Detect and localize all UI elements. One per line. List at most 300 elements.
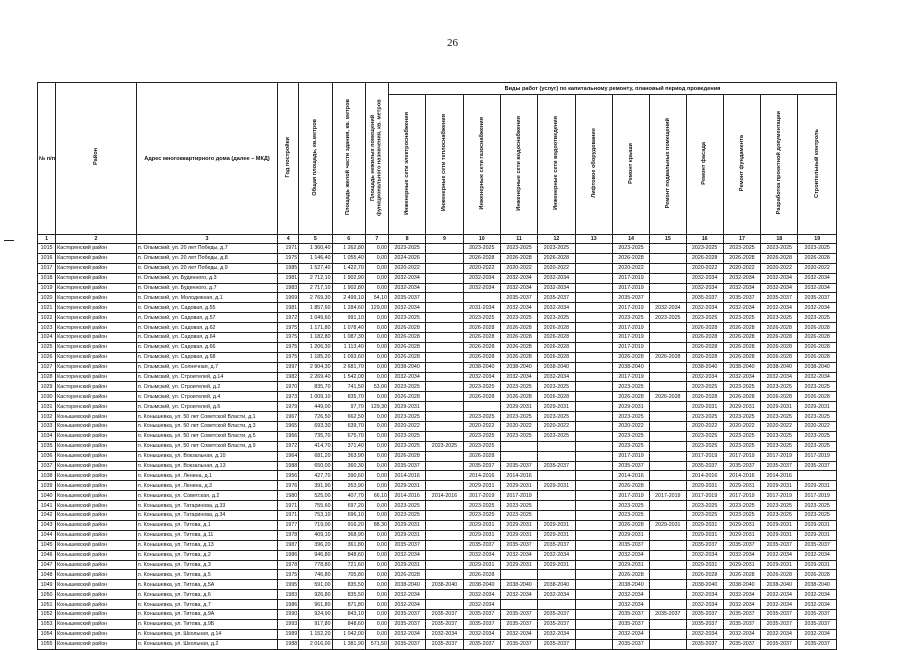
table-cell: п. Олымский, ул. Молодежная, д.1 [136,293,277,303]
table-cell: 2023-2025 [389,501,426,511]
table-cell: 0,00 [365,619,388,629]
table-cell: 0,00 [365,283,388,293]
table-cell [650,382,686,392]
table-cell: 2023-2025 [389,431,426,441]
table-cell: 2032-2034 [463,550,500,560]
table-cell: 2029-2031 [538,560,575,570]
table-cell: 2026-2028 [798,333,837,343]
table-cell: 1978 [278,530,299,540]
table-cell: Конышевский район [56,540,137,550]
table-cell [650,550,686,560]
table-cell: 2026-2028 [686,352,723,362]
table-cell: 2026-2028 [761,352,798,362]
table-cell: 1972 [278,313,299,323]
table-cell [426,590,463,600]
table-cell: п. Конышевка, ул. Ленина, д.3 [136,481,277,491]
table-cell: 2035-2037 [389,639,426,649]
table-cell: 2032-2034 [686,600,723,610]
table-cell [426,303,463,313]
table-cell: 1986 [278,550,299,560]
table-cell [538,501,575,511]
table-cell: 2023-2025 [612,244,649,254]
table-cell: 2 904,30 [299,362,332,372]
table-cell: 2035-2037 [463,639,500,649]
table-cell: 2032-2034 [612,590,649,600]
table-cell [575,253,612,263]
table-cell: 1051 [38,600,56,610]
table-cell: 2026-2028 [389,451,426,461]
table-cell [650,619,686,629]
table-cell: 2023-2025 [686,382,723,392]
table-cell: 2023-2025 [723,244,760,254]
table-cell: 1979 [278,402,299,412]
table-cell: Касторенский район [56,253,137,263]
table-cell: 2032-2034 [500,629,537,639]
table-cell: 2035-2037 [500,293,537,303]
table-cell: 2023-2025 [500,501,537,511]
table-cell: 2032-2034 [761,600,798,610]
table-cell: 2 499,10 [332,293,365,303]
table-cell: 1997 [278,362,299,372]
table-cell: п. Конышевка, ул. Татаринова, д.33 [136,501,277,511]
table-cell: 2029-2031 [723,530,760,540]
table-cell [650,511,686,521]
table-cell [575,392,612,402]
table-cell: 2035-2037 [798,639,837,649]
table-cell [575,580,612,590]
table-cell: 2029-2031 [500,520,537,530]
table-cell: Конышевский район [56,639,137,649]
table-cell: 391,90 [299,481,332,491]
table-row [38,609,837,619]
table-cell: Конышевский район [56,501,137,511]
table-cell: 2026-2028 [500,342,537,352]
table-cell: 2026-2028 [538,323,575,333]
table-cell [575,501,612,511]
table-cell: 1965 [278,422,299,432]
table-cell: 843,10 [332,609,365,619]
table-cell: 0,00 [365,580,388,590]
table-cell: 1021 [38,303,56,313]
table-cell: 2032-2034 [798,283,837,293]
table-cell: 2035-2037 [463,609,500,619]
table-cell [426,540,463,550]
table-cell: 2035-2037 [500,540,537,550]
table-cell: 2014-2016 [723,471,760,481]
table-cell: 2026-2028 [686,342,723,352]
table-cell: 1047 [38,560,56,570]
table-cell [575,451,612,461]
table-cell [650,451,686,461]
table-cell: 2026-2028 [612,352,649,362]
table-cell: 1967 [278,412,299,422]
table-cell: 2032-2034 [463,273,500,283]
table-cell: 390,60 [332,471,365,481]
table-cell: 2029-2031 [389,530,426,540]
table-cell: 1034 [38,431,56,441]
table-cell: 2020-2022 [612,422,649,432]
table-cell [426,422,463,432]
table-cell: 2026-2028 [389,342,426,352]
table-cell: п. Конышевка, ул. Титова, д.1 [136,520,277,530]
table-cell: 2035-2037 [723,293,760,303]
table-cell: п. Конышевка, ул. Титова, д.2 [136,550,277,560]
table-cell: 2029-2031 [798,402,837,412]
table-cell: 2032-2034 [761,550,798,560]
table-cell: 2026-2028 [389,570,426,580]
table-cell: 2023-2025 [761,382,798,392]
table-cell: 917,80 [299,619,332,629]
table-cell: 2026-2028 [612,481,649,491]
table-cell: 1026 [38,352,56,362]
table-cell: 2023-2025 [463,244,500,254]
table-cell: 1 055,40 [332,253,365,263]
table-cell: 2023-2025 [612,431,649,441]
header-living-area: Площадь жилой части здания, кв. метров [332,83,365,235]
table-cell: 2014-2016 [389,471,426,481]
table-cell: 1975 [278,352,299,362]
table-cell: п. Конышевка, ул. Титова, д.6 [136,590,277,600]
table-cell [650,590,686,600]
table-cell [650,283,686,293]
table-cell [538,491,575,501]
table-cell: 2026-2028 [798,323,837,333]
table-cell: 719,00 [299,520,332,530]
table-cell: 2020-2022 [798,263,837,273]
table-cell: 681,20 [299,451,332,461]
table-cell: 2023-2025 [463,382,500,392]
table-cell: 2038-2040 [761,362,798,372]
table-cell: Касторенский район [56,283,137,293]
table-cell [650,560,686,570]
table-cell: 2029-2031 [612,530,649,540]
table-cell: 1 078,40 [332,323,365,333]
table-cell: 361,80 [332,540,365,550]
table-cell: 2023-2025 [538,313,575,323]
table-cell [575,491,612,501]
table-cell: 2029-2031 [389,560,426,570]
table-cell: 1017 [38,263,56,273]
table-cell: 2026-2028 [650,352,686,362]
table-cell: 2026-2028 [723,323,760,333]
table-cell: 639,70 [332,422,365,432]
table-cell: 2038-2040 [798,362,837,372]
table-cell: 0,00 [365,570,388,580]
table-cell: 0,00 [365,352,388,362]
table-cell: 2035-2037 [389,293,426,303]
margin-mark [4,240,14,241]
table-cell: 1054 [38,629,56,639]
table-cell: 2023-2025 [798,382,837,392]
table-cell [650,530,686,540]
table-cell: 2035-2037 [538,540,575,550]
column-index-cell: 3 [136,235,277,244]
table-cell: 1016 [38,253,56,263]
table-cell: 2023-2025 [761,511,798,521]
table-cell: 2032-2034 [723,590,760,600]
table-cell: 2023-2025 [798,431,837,441]
table-cell: 1032 [38,412,56,422]
table-row [38,520,837,530]
table-cell: п. Конышевка, ул. Школьная, д.2 [136,639,277,649]
table-cell [426,342,463,352]
table-cell: 2032-2034 [761,590,798,600]
table-cell: 2023-2025 [723,313,760,323]
table-cell: 2023-2025 [686,511,723,521]
table-cell: 409,10 [299,530,332,540]
table-cell: 2023-2025 [500,382,537,392]
table-cell: 2014-2016 [500,471,537,481]
table-cell [463,293,500,303]
table-cell: 2029-2031 [500,530,537,540]
table-cell: 2032-2034 [686,283,723,293]
table-cell [538,471,575,481]
table-row [38,313,837,323]
table-cell: Касторенский район [56,342,137,352]
table-cell: 2014-2016 [761,471,798,481]
table-cell: 2020-2022 [612,263,649,273]
table-cell: 2029-2031 [389,402,426,412]
table-row [38,550,837,560]
table-cell: Конышевский район [56,600,137,610]
table-cell: 2023-2025 [723,431,760,441]
table-cell: 1983 [278,283,299,293]
table-cell: 1 185,20 [299,352,332,362]
table-cell [575,293,612,303]
table-cell [575,273,612,283]
table-cell: 2024-2026 [389,253,426,263]
table-cell: 2 016,00 [299,639,332,649]
table-cell: 2032-2034 [500,590,537,600]
table-cell: 2035-2037 [500,609,537,619]
table-cell: 2026-2028 [723,570,760,580]
table-row [38,372,837,382]
table-row [38,244,837,254]
table-cell: п. Конышевка, ул. Титова, д.9Б [136,619,277,629]
table-cell [426,372,463,382]
table-cell: Конышевский район [56,520,137,530]
table-cell: 2035-2037 [426,639,463,649]
table-cell: 1 152,20 [299,629,332,639]
table-cell [575,600,612,610]
table-cell: 2032-2034 [389,629,426,639]
table-cell: п. Олымский, ул. Строителей, д.14 [136,372,277,382]
table-cell: 1975 [278,342,299,352]
table-cell [426,451,463,461]
table-cell: Касторенский район [56,293,137,303]
table-cell: 2023-2025 [389,382,426,392]
table-cell: 2032-2034 [463,600,500,610]
table-cell: 1015 [38,244,56,254]
table-cell: 2032-2034 [538,283,575,293]
table-cell [575,550,612,560]
table-cell: п. Конышевка, ул. Титова, д.7 [136,600,277,610]
column-index-cell: 4 [278,235,299,244]
table-cell: 2023-2025 [798,511,837,521]
table-cell: п. Конышевка, ул. Ленина, д.1 [136,471,277,481]
table-cell: 2023-2025 [612,412,649,422]
table-cell: 1046 [38,550,56,560]
table-cell: 2032-2034 [761,629,798,639]
table-cell: 2017-2019 [612,372,649,382]
table-cell: п. Олымский, ул. Буденного, д.7 [136,283,277,293]
table-cell: п. Конышевка, ул. Титова, д.5 [136,570,277,580]
table-cell: 2014-2016 [426,491,463,501]
column-index-cell: 17 [723,235,760,244]
table-cell [575,639,612,649]
table-row [38,273,837,283]
table-cell: 2032-2034 [723,629,760,639]
table-cell [650,263,686,273]
table-cell: 1 171,80 [299,323,332,333]
table-cell [426,402,463,412]
table-cell: 1987 [278,540,299,550]
table-row [38,362,837,372]
table-cell: 662,50 [332,412,365,422]
table-cell [426,461,463,471]
table-cell: 2032-2034 [723,303,760,313]
table-cell: 2023-2025 [463,313,500,323]
table-cell: 0,00 [365,461,388,471]
table-cell: 2023-2025 [463,511,500,521]
table-cell: 1033 [38,422,56,432]
table-cell: 2023-2025 [723,501,760,511]
table-cell: 2029-2031 [761,560,798,570]
table-cell: 2029-2031 [463,560,500,570]
table-cell: 835,70 [299,382,332,392]
table-cell: п. Олымский, ул. Строителей, д.6 [136,402,277,412]
table-cell: 2029-2031 [500,481,537,491]
table-cell: 2 681,70 [332,362,365,372]
table-cell: 2020-2022 [463,422,500,432]
table-cell: 591,00 [299,580,332,590]
table-cell: 0,00 [365,560,388,570]
table-cell: 0,00 [365,431,388,441]
table-cell: п. Конышевка, ул. Советская, д.2 [136,491,277,501]
table-cell: 2038-2040 [500,580,537,590]
table-cell: 2035-2037 [463,619,500,629]
table-cell: 1030 [38,392,56,402]
table-cell: 0,00 [365,313,388,323]
table-cell [500,600,537,610]
table-cell: 571,50 [365,639,388,649]
table-cell: 2038-2040 [686,580,723,590]
header-work-type: Разработка проектной документации [761,95,798,235]
column-index-cell: 19 [798,235,837,244]
table-cell: 696,10 [332,511,365,521]
table-cell: 2032-2034 [463,629,500,639]
table-cell: 2023-2025 [538,412,575,422]
table-cell: 2032-2034 [723,550,760,560]
table-cell: 2020-2022 [798,422,837,432]
table-cell: 1982 [278,372,299,382]
table-cell [500,451,537,461]
table-row [38,323,837,333]
table-cell: 2032-2034 [389,600,426,610]
table-cell: п. Конышевка, ул. Татаринова, д.34 [136,511,277,521]
table-cell: 129,30 [365,402,388,412]
table-cell [650,461,686,471]
table-cell: 2026-2028 [463,451,500,461]
table-cell: Конышевский район [56,491,137,501]
table-cell [426,392,463,402]
table-cell [426,253,463,263]
table-cell: 2029-2031 [798,481,837,491]
table-cell: 2023-2025 [389,441,426,451]
table-cell: 1 422,70 [332,263,365,273]
table-cell: Конышевский район [56,451,137,461]
table-cell: Конышевский район [56,550,137,560]
table-cell: 2035-2037 [650,609,686,619]
table-cell [650,471,686,481]
table-cell: 1 009,10 [299,392,332,402]
table-cell: 2035-2037 [612,609,649,619]
capital-repair-schedule-table [37,82,837,650]
table-cell: 1975 [278,333,299,343]
table-cell: 835,50 [332,580,365,590]
table-cell: 2038-2040 [798,580,837,590]
table-cell: Касторенский район [56,333,137,343]
table-cell [538,451,575,461]
table-cell [575,342,612,352]
table-cell: 2032-2034 [686,372,723,382]
table-cell: 2026-2028 [389,392,426,402]
table-row [38,402,837,412]
table-cell: Конышевский район [56,471,137,481]
table-cell [575,461,612,471]
table-cell: 2029-2031 [463,530,500,540]
table-cell: 2026-2028 [463,323,500,333]
table-cell: 2029-2031 [761,402,798,412]
table-cell: 2038-2040 [723,580,760,590]
table-cell: 2032-2034 [612,550,649,560]
table-cell: 97,70 [332,402,365,412]
table-cell: 1 087,30 [332,333,365,343]
column-index-cell: 2 [56,235,137,244]
table-cell: 0,00 [365,511,388,521]
table-cell [575,303,612,313]
table-cell [650,372,686,382]
table-cell: 53,00 [365,382,388,392]
table-cell: 2032-2034 [426,629,463,639]
table-cell: 1971 [278,511,299,521]
table-cell: 2035-2037 [389,461,426,471]
table-cell: 2026-2028 [463,392,500,402]
table-cell: 2023-2025 [798,313,837,323]
table-cell: 2032-2034 [538,273,575,283]
table-cell: 746,80 [299,570,332,580]
table-cell: 2032-2034 [538,372,575,382]
table-cell: 1971 [278,244,299,254]
table-row [38,501,837,511]
table-cell: Конышевский район [56,441,137,451]
table-cell: 2023-2025 [389,511,426,521]
table-cell: 2026-2028 [723,352,760,362]
table-cell: 1027 [38,362,56,372]
table-cell [538,511,575,521]
table-row [38,580,837,590]
table-cell: 2017-2019 [612,491,649,501]
table-cell: 2035-2037 [723,639,760,649]
table-cell: 2035-2037 [798,293,837,303]
table-cell: 2035-2037 [612,639,649,649]
table-cell: 1043 [38,520,56,530]
table-cell: 2032-2034 [538,629,575,639]
table-cell [650,253,686,263]
table-row [38,639,837,649]
table-cell: 1031 [38,402,56,412]
table-cell: 2035-2037 [538,293,575,303]
